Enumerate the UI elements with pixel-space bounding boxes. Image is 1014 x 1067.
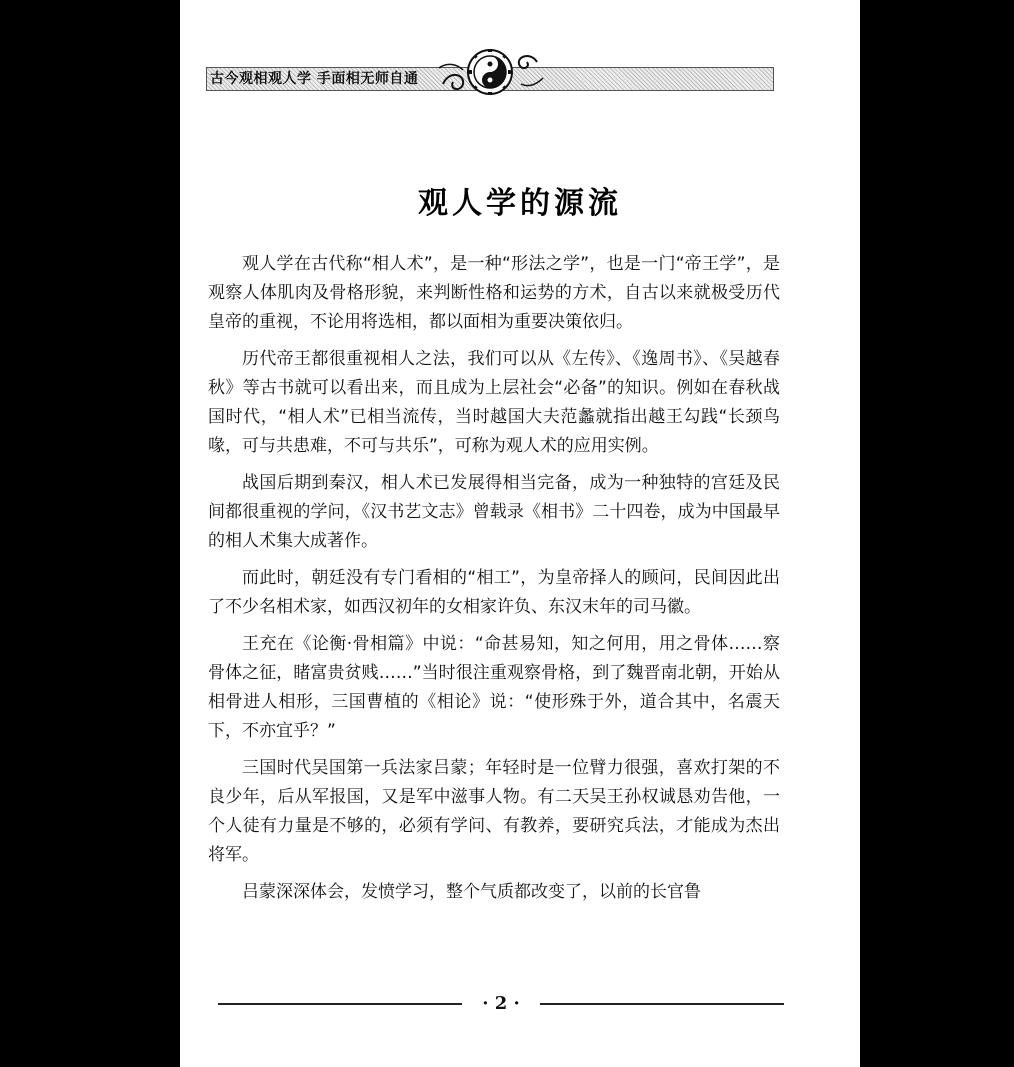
page-footer	[218, 990, 784, 1020]
paragraph: 王充在《论衡·骨相篇》中说：“命甚易知，知之何用，用之骨体……察骨体之征，睹富贵贫贱……”当时很注重观察骨格，到了魏晋南北朝，开始从相骨进人相形，三国曹植的《相论》说：“使形殊于外，道合其中，名震天下，不亦宜乎？”	[208, 634, 780, 741]
paragraph: 而此时，朝廷没有专门看相的“相工”，为皇帝择人的顾问，民间因此出了不少名相术家，如西汉初年的女相家许负、东汉末年的司马徽。	[208, 568, 780, 617]
running-header-title: 古今观相观人学 手面相无师自通	[210, 71, 419, 87]
book-page	[180, 0, 860, 1067]
yin-yang-cloud-emblem-icon	[435, 44, 545, 100]
page-number: · 2 ·	[482, 993, 520, 1014]
paragraph: 三国时代吴国第一兵法家吕蒙；年轻时是一位臂力很强，喜欢打架的不良少年，后从军报国，又是军中滋事人物。有二天吴王孙权诚恳劝告他，一个人徒有力量是不够的，必须有学问、有教养，要研究兵法，才能成为杰出将军。	[208, 758, 780, 865]
page-title: 观人学的源流	[418, 186, 622, 221]
paragraph: 吕蒙深深体会，发愤学习，整个气质都改变了，以前的长官鲁	[242, 882, 701, 902]
paragraph: 战国后期到秦汉，相人术已发展得相当完备，成为一种独特的宫廷及民间都很重视的学问，《汉书艺文志》曾载录《相书》二十四卷，成为中国最早的相人术集大成著作。	[208, 473, 780, 551]
footer-rule-right	[540, 1003, 784, 1005]
article-body	[208, 250, 780, 915]
paragraph: 观人学在古代称“相人术”，是一种“形法之学”，也是一门“帝王学”，是观察人体肌肉及骨格形貌，来判断性格和运势的方术，自古以来就极受历代皇帝的重视，不论用将选相，都以面相为重要决策依归。	[208, 254, 780, 332]
footer-rule-left	[218, 1003, 462, 1005]
paragraph: 历代帝王都很重视相人之法，我们可以从《左传》、《逸周书》、《吴越春秋》等古书就可以看出来，而且成为上层社会“必备”的知识。例如在春秋战国时代，“相人术”已相当流传，当时越国大夫范蠡就指出越王勾践“长颈鸟喙，可与共患难，不可与共乐”，可称为观人术的应用实例。	[208, 349, 780, 456]
